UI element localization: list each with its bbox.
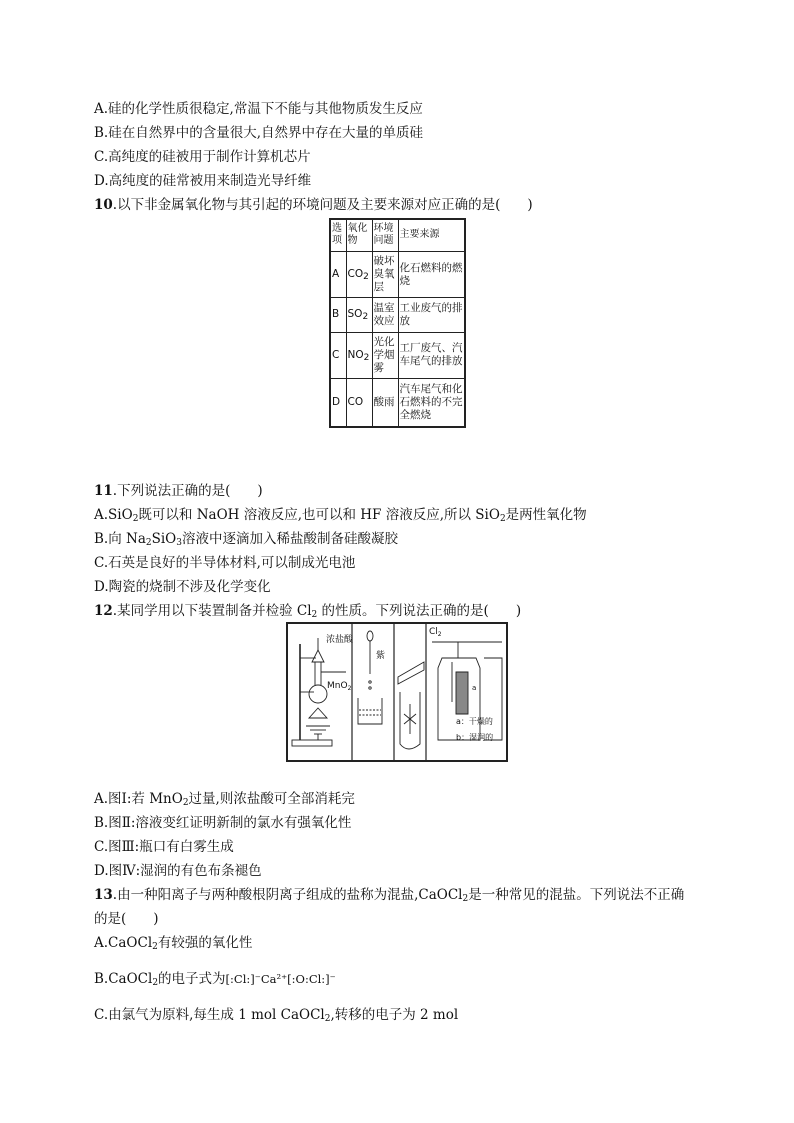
row-problem: 温室效应	[372, 298, 398, 332]
q13-option-c: C.由氯气为原料,每生成 1 mol CaOCl$_2$,转移的电子为 2 mol	[94, 1007, 459, 1024]
row-option: D	[330, 379, 346, 428]
row-source: 工厂废气、汽车尾气的排放	[398, 332, 465, 378]
row-option: B	[330, 298, 346, 332]
label-mno2: MnO$_2$	[327, 681, 352, 692]
apparatus-figure	[286, 622, 508, 762]
row-oxide: $SO_2$	[346, 298, 372, 332]
q11-option-c: C.石英是良好的半导体材料,可以制成光电池	[94, 555, 356, 571]
row-oxide: $NO_2$	[346, 332, 372, 378]
q11-number: 11	[94, 483, 113, 499]
q10-number: 10	[94, 197, 113, 213]
electron-formula: [:Cl:]⁻Ca²⁺[:O:Cl:]⁻	[225, 972, 336, 986]
row-oxide: $CO_2$	[346, 251, 372, 297]
q12-option-b: B.图Ⅱ:溶液变红证明新制的氯水有强氧化性	[94, 815, 352, 831]
table-header-option: 选项	[330, 219, 346, 251]
row-oxide: CO	[346, 379, 372, 428]
q13-stem-line2: 的是( )	[94, 911, 159, 927]
row-option: A	[330, 251, 346, 297]
chlorine-generator-icon	[292, 638, 346, 746]
label-b-wet: b：湿润的	[456, 733, 494, 742]
label-cl2: $Cl_2$	[429, 627, 442, 638]
row-problem: 酸雨	[372, 379, 398, 428]
q13-number: 13	[94, 887, 113, 903]
table-row	[330, 251, 465, 297]
q12-option-a: A.图Ⅰ:若 MnO$_2$过量,则浓盐酸可全部消耗完	[94, 791, 355, 808]
q12-number: 12	[94, 603, 113, 619]
row-source: 汽车尾气和化石燃料的不完全燃烧	[398, 379, 465, 428]
q11-stem-text: .下列说法正确的是( )	[112, 483, 263, 499]
row-source: 化石燃料的燃烧	[398, 251, 465, 297]
dropper-beaker-icon	[358, 631, 382, 724]
label-a-side: a	[472, 684, 477, 692]
table-header-source: 主要来源	[398, 219, 465, 251]
q11-stem	[94, 482, 263, 500]
label-conc-hcl: 浓盐酸	[326, 635, 354, 645]
q10-stem	[94, 196, 533, 214]
row-problem: 光化学烟雾	[372, 332, 398, 378]
q13-option-b: B.CaOCl$_2$的电子式为[:Cl:]⁻Ca²⁺[:O:Cl:]⁻	[94, 971, 336, 988]
q11-option-a: A.SiO$_2$既可以和 NaOH 溶液反应,也可以和 HF 溶液反应,所以 SiO$_2$是两性氧化物	[94, 507, 587, 524]
gas-jar-flame-icon	[398, 662, 424, 749]
table-row	[330, 379, 465, 428]
q9-option-d: D.高纯度的硅常被用来制造光导纤维	[94, 173, 312, 189]
q12-option-d: D.图Ⅳ:湿润的有色布条褪色	[94, 863, 262, 879]
q10-stem-text: .以下非金属氧化物与其引起的环境问题及主要来源对应正确的是( )	[112, 197, 533, 213]
q13-option-a: A.CaOCl$_2$有较强的氧化性	[94, 935, 253, 952]
q11-option-b: B.向 $Na_2SiO_3$溶液中逐滴加入稀盐酸制备硅酸凝胶	[94, 531, 398, 548]
q13-stem: 13.由一种阳离子与两种酸根阴离子组成的盐称为混盐,CaOCl$_2$是一种常见的混盐。下列说法不正确	[94, 887, 685, 904]
q9-option-b: B.硅在自然界中的含量很大,自然界中存在大量的单质硅	[94, 125, 424, 141]
q9-option-c: C.高纯度的硅被用于制作计算机芯片	[94, 149, 311, 165]
table-header-problem: 环境问题	[372, 219, 398, 251]
label-a-dry: a：干燥的	[456, 717, 493, 726]
table-header-oxide: 氧化物	[346, 219, 372, 251]
q12-option-c: C.图Ⅲ:瓶口有白雾生成	[94, 839, 234, 855]
environment-table	[329, 218, 466, 428]
row-option: C	[330, 332, 346, 378]
table-row	[330, 298, 465, 332]
row-problem: 破坏臭氧层	[372, 251, 398, 297]
row-source: 工业废气的排放	[398, 298, 465, 332]
q9-option-a: A.硅的化学性质很稳定,常温下不能与其他物质发生反应	[94, 101, 423, 117]
label-purple: 紫	[376, 651, 386, 661]
q11-option-d: D.陶瓷的烧制不涉及化学变化	[94, 579, 271, 595]
q12-stem: 12.某同学用以下装置制备并检验 $Cl_2$ 的性质。下列说法正确的是( )	[94, 603, 522, 620]
table-row	[330, 332, 465, 378]
